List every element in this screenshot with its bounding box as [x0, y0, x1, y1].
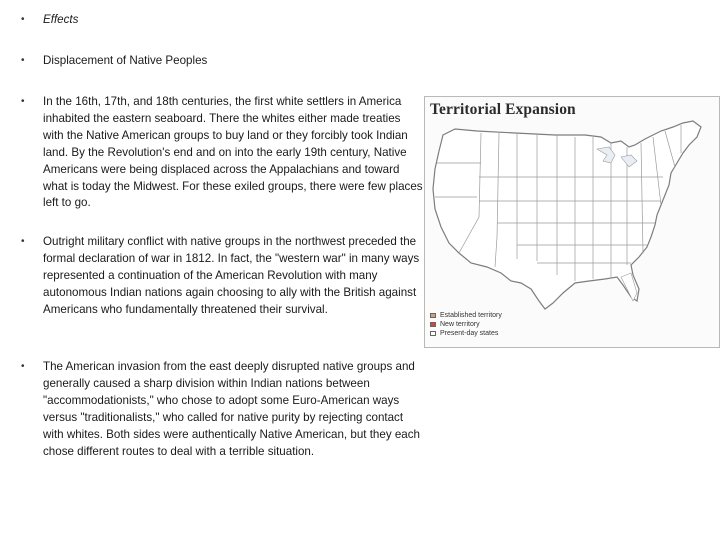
map-legend: [430, 311, 502, 338]
legend-item-new: [430, 320, 502, 329]
bullet-text: In the 16th, 17th, and 18th centuries, the first white settlers in America inhabited the eastern seaboard. There the whites either made treaties with the Native American groups to buy land or they forcibly took Indian land. By the Revolution's end and on into the early 19th century, Native Americans were being displaced across the Appalachians and toward what is today the Midwest. For these exiled groups, there were few places left to go.: [43, 95, 423, 210]
legend-item-present-day: [430, 329, 502, 338]
bullet-dot: •: [21, 236, 25, 247]
bullet-text: The American invasion from the east deeply disrupted native groups and generally caused a sharp division within Indian nations between "accommodationists," who chose to adopt some Euro-American ways versus "traditionalists," who called for native purity by rejecting contact with whites. Both sides were authentically Native American, but they each chose different routes to deal with a terrible situation.: [43, 360, 420, 458]
legend-swatch: [430, 331, 436, 336]
territorial-expansion-map: [424, 96, 720, 348]
legend-label: Present-day states: [440, 330, 499, 337]
bullet-text: Effects: [43, 13, 79, 26]
us-map-image: [425, 97, 719, 347]
us-outline: [433, 121, 701, 309]
legend-swatch: [430, 322, 436, 327]
map-title: Territorial Expansion: [430, 101, 576, 118]
bullet-text: Outright military conflict with native groups in the northwest preceded the formal declaration of war in 1812. In fact, the "western war" in many ways represented a continuation of the American Revolution with many autonomous Indian nations again choosing to ally with the British against Americans who fundamentally threatened their survival.: [43, 235, 420, 316]
legend-label: New territory: [440, 321, 480, 328]
legend-swatch: [430, 313, 436, 318]
bullet-dot: •: [21, 361, 25, 372]
bullet-dot: •: [21, 14, 25, 25]
bullet-dot: •: [21, 55, 25, 66]
legend-label: Established territory: [440, 312, 502, 319]
bullet-text: Displacement of Native Peoples: [43, 54, 208, 67]
bullet-dot: •: [21, 96, 25, 107]
legend-item-established: [430, 311, 502, 320]
